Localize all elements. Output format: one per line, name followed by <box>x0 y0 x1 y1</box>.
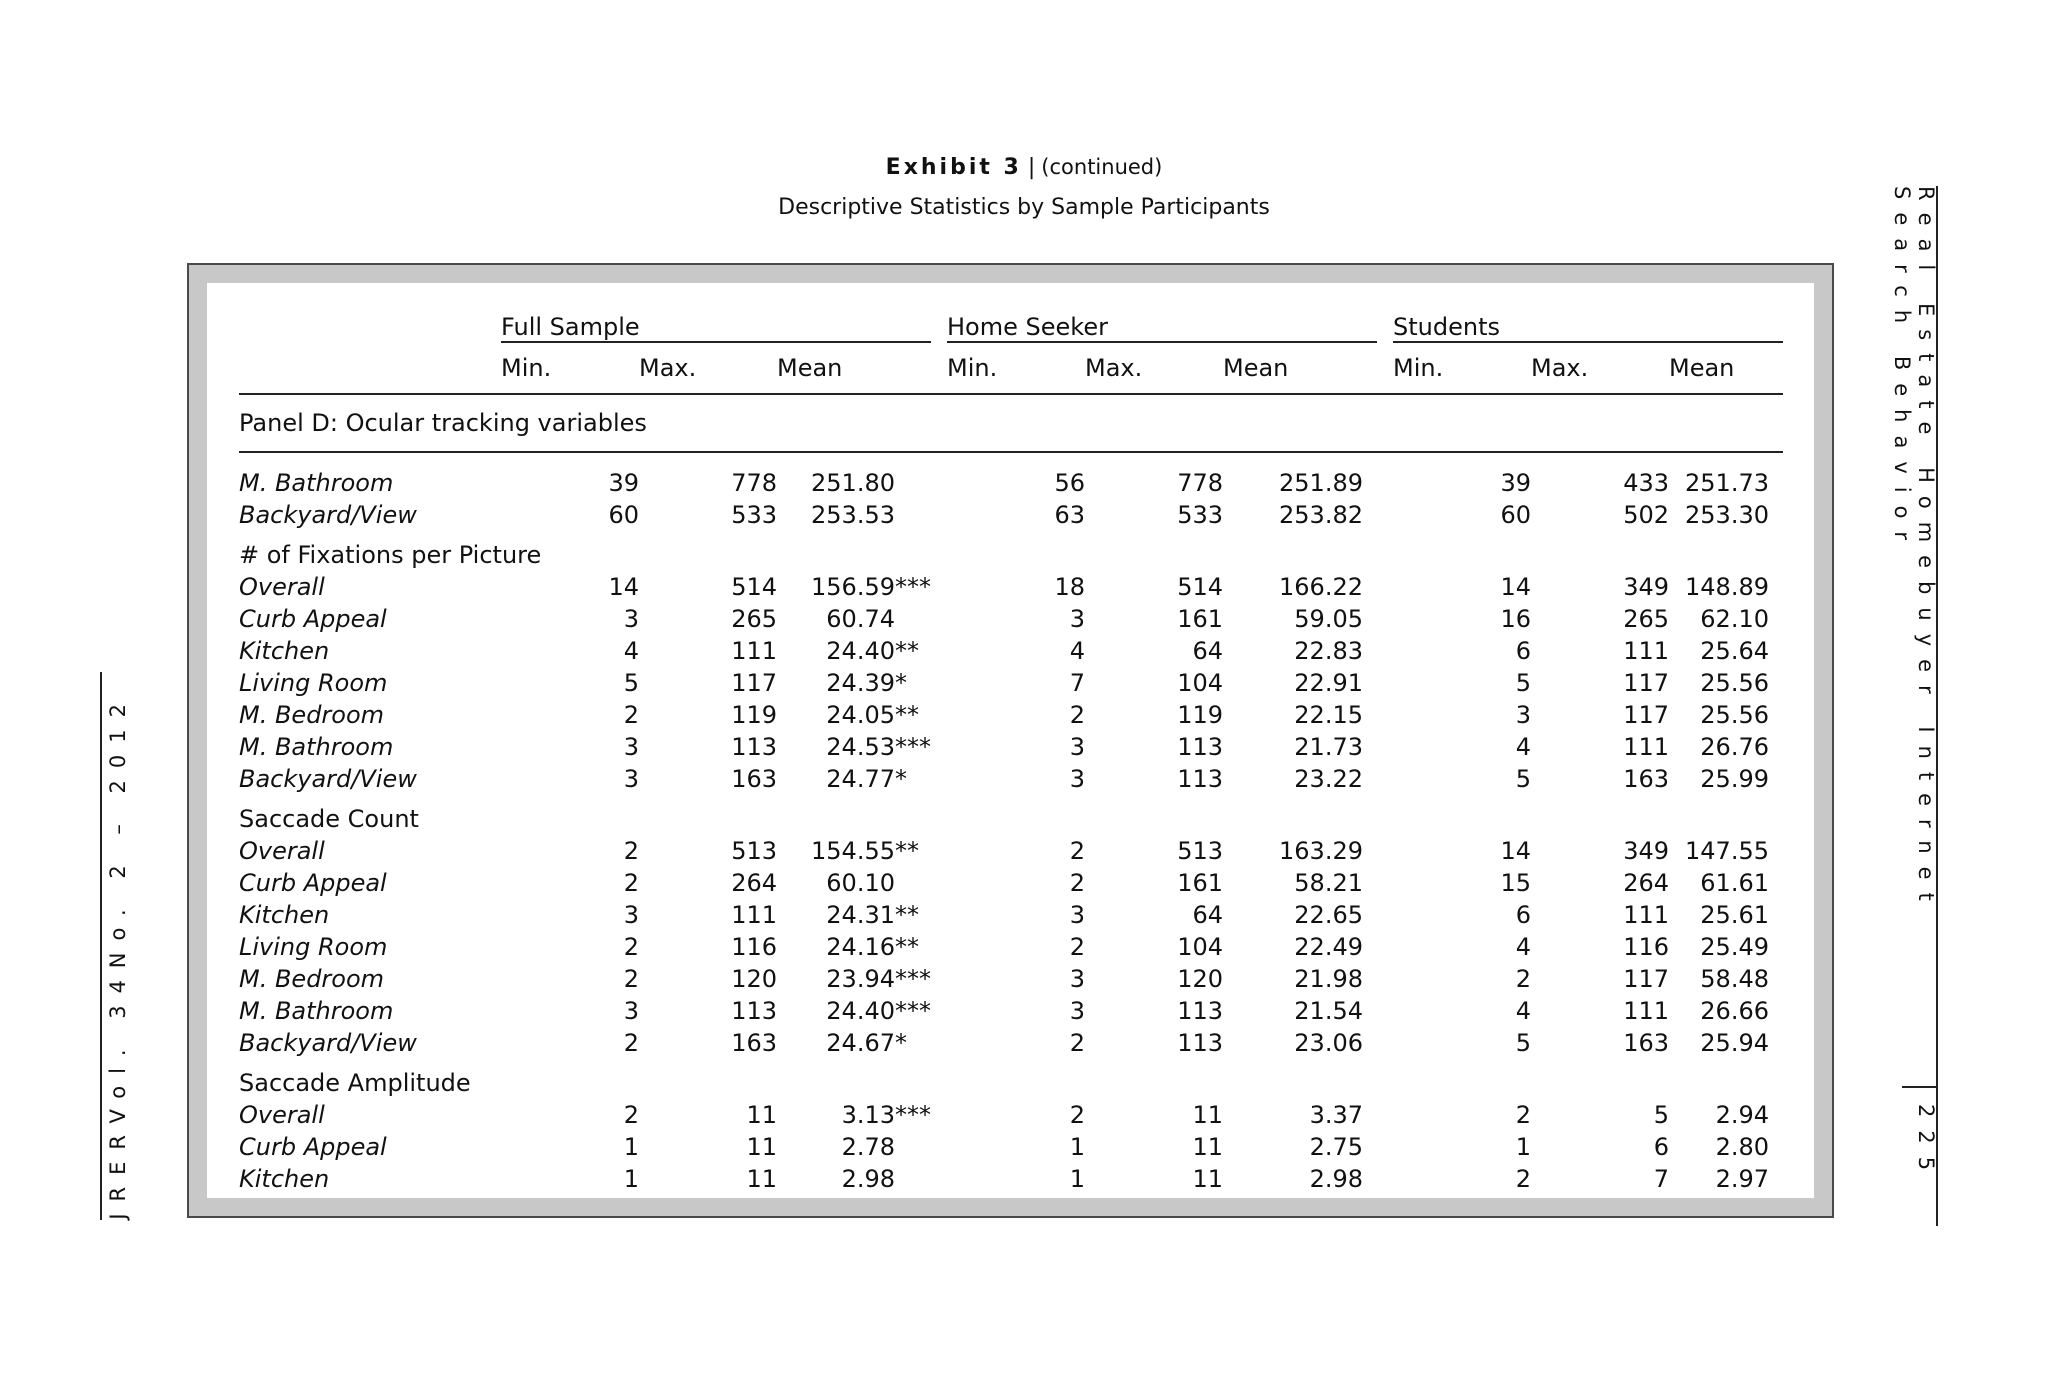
table-cell: 60 <box>608 501 639 529</box>
table-cell: 3 <box>623 605 639 633</box>
cell-value: 24.31 <box>826 901 895 929</box>
table-cell: 3 <box>1069 733 1085 761</box>
cell-value: 3.13 <box>841 1101 895 1129</box>
table-cell: 2 <box>623 933 639 961</box>
table-cell: 113 <box>1177 733 1223 761</box>
table-cell: 64 <box>1192 901 1223 929</box>
table-row <box>239 699 1783 731</box>
significance-marker: *** <box>895 997 931 1025</box>
table-cell: 23.06 <box>1294 1029 1363 1057</box>
table-cell: 502 <box>1623 501 1669 529</box>
col-mean: Mean <box>1223 342 1377 394</box>
table-row <box>239 1099 1783 1131</box>
table-cell <box>777 867 931 899</box>
cell-value: 24.39 <box>826 669 895 697</box>
stat-header-row <box>239 342 1783 394</box>
table-cell: 22.65 <box>1294 901 1363 929</box>
table-row <box>239 467 1783 499</box>
table-cell: 2 <box>1515 1101 1531 1129</box>
table-cell: 11 <box>1192 1101 1223 1129</box>
table-cell: 265 <box>731 605 777 633</box>
table-cell: 265 <box>1623 605 1669 633</box>
section-title: Saccade Amplitude <box>239 1069 471 1097</box>
row-label: Overall <box>239 837 325 865</box>
table-cell: 59.05 <box>1294 605 1363 633</box>
col-min: Min. <box>947 342 1085 394</box>
section-title: Saccade Count <box>239 805 419 833</box>
row-label: M. Bedroom <box>239 701 385 729</box>
table-cell: 2 <box>623 1101 639 1129</box>
cell-value: 253.53 <box>811 501 895 529</box>
table-row <box>239 835 1783 867</box>
table-cell: 18 <box>1054 573 1085 601</box>
significance-marker: *** <box>895 1101 931 1129</box>
table-cell: 117 <box>1623 669 1669 697</box>
table-cell: 16 <box>1500 605 1531 633</box>
stats-table <box>239 295 1783 1195</box>
section-header-row <box>239 795 1783 835</box>
significance-marker: ** <box>895 701 919 729</box>
table-cell: 119 <box>731 701 777 729</box>
table-cell: 5 <box>1515 1029 1531 1057</box>
table-cell: 163 <box>1623 1029 1669 1057</box>
table-cell: 1 <box>1069 1133 1085 1161</box>
journal-volume: Vol. 34 <box>106 967 130 1124</box>
table-cell: 161 <box>1177 605 1223 633</box>
table-cell: 21.73 <box>1294 733 1363 761</box>
exhibit-subtitle: Descriptive Statistics by Sample Participants <box>778 195 1270 220</box>
col-min: Min. <box>501 342 639 394</box>
table-cell: 113 <box>1177 765 1223 793</box>
table-cell <box>777 731 931 763</box>
row-label: Living Room <box>239 669 388 697</box>
table-cell: 778 <box>731 469 777 497</box>
section-title: # of Fixations per Picture <box>239 541 542 569</box>
row-label: Curb Appeal <box>239 869 387 897</box>
table-cell: 117 <box>1623 701 1669 729</box>
table-cell: 2 <box>1069 1029 1085 1057</box>
table-cell: 26.66 <box>1700 997 1769 1025</box>
col-max: Max. <box>1085 342 1223 394</box>
table-cell: 2 <box>623 837 639 865</box>
table-cell <box>777 835 931 867</box>
cell-value: 2.78 <box>841 1133 895 1161</box>
group-students: Students <box>1393 295 1783 342</box>
table-cell: 111 <box>1623 733 1669 761</box>
table-cell: 163 <box>731 1029 777 1057</box>
table-cell <box>777 1131 931 1163</box>
cell-value: 24.53 <box>826 733 895 761</box>
table-cell: 58.21 <box>1294 869 1363 897</box>
table-cell: 1 <box>1069 1165 1085 1193</box>
table-cell: 61.61 <box>1700 869 1769 897</box>
table-cell: 3 <box>1069 605 1085 633</box>
table-cell: 62.10 <box>1700 605 1769 633</box>
table-frame <box>187 263 1834 1218</box>
significance-marker: *** <box>895 573 931 601</box>
table-cell: 3 <box>623 997 639 1025</box>
row-label: Kitchen <box>239 637 330 665</box>
table-cell: 2 <box>623 965 639 993</box>
table-cell: 4 <box>1515 733 1531 761</box>
table-cell: 2 <box>1069 701 1085 729</box>
table-cell: 1 <box>623 1133 639 1161</box>
table-cell <box>777 699 931 731</box>
table-row <box>239 763 1783 795</box>
table-row <box>239 1163 1783 1195</box>
table-cell: 349 <box>1623 837 1669 865</box>
table-cell: 5 <box>623 669 639 697</box>
significance-marker: * <box>895 669 907 697</box>
row-label: Curb Appeal <box>239 1133 387 1161</box>
cell-value: 24.05 <box>826 701 895 729</box>
table-cell: 113 <box>731 733 777 761</box>
row-label: Kitchen <box>239 901 330 929</box>
table-cell: 14 <box>608 573 639 601</box>
row-label: M. Bathroom <box>239 997 394 1025</box>
table-cell: 56 <box>1054 469 1085 497</box>
exhibit-header <box>0 150 2048 225</box>
table-cell: 116 <box>1623 933 1669 961</box>
table-cell: 104 <box>1177 669 1223 697</box>
significance-marker: * <box>895 1029 907 1057</box>
table-cell: 2 <box>623 701 639 729</box>
table-cell: 253.30 <box>1685 501 1769 529</box>
table-row <box>239 731 1783 763</box>
table-cell: 22.83 <box>1294 637 1363 665</box>
table-cell: 513 <box>1177 837 1223 865</box>
table-cell <box>777 635 931 667</box>
table-cell <box>777 467 931 499</box>
table-cell <box>777 1163 931 1195</box>
table-cell: 22.15 <box>1294 701 1363 729</box>
title-divider: | <box>1027 155 1036 180</box>
table-cell: 3 <box>623 733 639 761</box>
table-cell: 21.54 <box>1294 997 1363 1025</box>
table-cell: 111 <box>1623 637 1669 665</box>
row-label: Overall <box>239 573 325 601</box>
col-max: Max. <box>1531 342 1669 394</box>
running-head-left <box>100 672 134 1220</box>
table-cell: 4 <box>1515 997 1531 1025</box>
significance-marker: * <box>895 765 907 793</box>
row-label: Kitchen <box>239 1165 330 1193</box>
table-cell: 7 <box>1069 669 1085 697</box>
table-cell: 513 <box>731 837 777 865</box>
table-cell: 4 <box>623 637 639 665</box>
panel-title: Panel D: Ocular tracking variables <box>239 394 1783 452</box>
table-cell: 21.98 <box>1294 965 1363 993</box>
table-cell: 64 <box>1192 637 1223 665</box>
table-cell: 433 <box>1623 469 1669 497</box>
significance-marker: *** <box>895 733 931 761</box>
table-cell: 1 <box>623 1165 639 1193</box>
table-row <box>239 1027 1783 1059</box>
table-cell: 63 <box>1054 501 1085 529</box>
cell-value: 24.16 <box>826 933 895 961</box>
table-cell: 2.94 <box>1715 1101 1769 1129</box>
table-cell <box>777 1099 931 1131</box>
table-cell: 163.29 <box>1279 837 1363 865</box>
table-cell: 11 <box>746 1165 777 1193</box>
table-row <box>239 667 1783 699</box>
table-body <box>239 394 1783 1195</box>
table-cell: 514 <box>1177 573 1223 601</box>
table-cell: 264 <box>731 869 777 897</box>
table-cell: 3 <box>1069 965 1085 993</box>
table-cell: 2 <box>1069 1101 1085 1129</box>
table-cell: 4 <box>1515 933 1531 961</box>
table-cell: 5 <box>1653 1101 1669 1129</box>
row-label: M. Bathroom <box>239 469 394 497</box>
table-cell: 264 <box>1623 869 1669 897</box>
col-mean: Mean <box>777 342 931 394</box>
cell-value: 60.10 <box>826 869 895 897</box>
table-cell: 3 <box>1069 765 1085 793</box>
table-cell: 2.97 <box>1715 1165 1769 1193</box>
journal-issue: No. 2 – 2012 <box>106 691 130 968</box>
cell-value: 2.98 <box>841 1165 895 1193</box>
group-header-row <box>239 295 1783 342</box>
table-cell: 148.89 <box>1685 573 1769 601</box>
table-cell: 120 <box>1177 965 1223 993</box>
table-cell: 3.37 <box>1309 1101 1363 1129</box>
table-cell: 11 <box>746 1133 777 1161</box>
significance-marker: *** <box>895 965 931 993</box>
table-cell: 15 <box>1500 869 1531 897</box>
table-cell: 2 <box>623 1029 639 1057</box>
table-row <box>239 499 1783 531</box>
table-row <box>239 1131 1783 1163</box>
table-cell: 117 <box>1623 965 1669 993</box>
table-row <box>239 899 1783 931</box>
section-header-row <box>239 531 1783 571</box>
table-cell: 251.73 <box>1685 469 1769 497</box>
table-cell: 2 <box>623 869 639 897</box>
table-cell: 253.82 <box>1279 501 1363 529</box>
table-cell: 11 <box>1192 1133 1223 1161</box>
table-cell <box>777 963 931 995</box>
table-cell: 26.76 <box>1700 733 1769 761</box>
cell-value: 60.74 <box>826 605 895 633</box>
col-mean: Mean <box>1669 342 1783 394</box>
table-row <box>239 603 1783 635</box>
section-header-row <box>239 1059 1783 1099</box>
cell-value: 24.77 <box>826 765 895 793</box>
table-cell: 111 <box>1623 901 1669 929</box>
table-row <box>239 635 1783 667</box>
table-row <box>239 571 1783 603</box>
table-cell: 2 <box>1069 837 1085 865</box>
table-cell: 111 <box>731 901 777 929</box>
group-full-sample: Full Sample <box>501 295 931 342</box>
table-cell: 778 <box>1177 469 1223 497</box>
table-cell: 6 <box>1515 901 1531 929</box>
cell-value: 24.40 <box>826 637 895 665</box>
table-cell: 111 <box>731 637 777 665</box>
table-cell: 2 <box>1515 965 1531 993</box>
table-cell <box>777 667 931 699</box>
significance-marker: ** <box>895 837 919 865</box>
table-cell: 14 <box>1500 837 1531 865</box>
table-cell: 3 <box>623 765 639 793</box>
table-cell <box>777 603 931 635</box>
col-max: Max. <box>639 342 777 394</box>
significance-marker: ** <box>895 933 919 961</box>
table-cell: 11 <box>746 1101 777 1129</box>
table-cell <box>777 1027 931 1059</box>
table-row <box>239 867 1783 899</box>
table-cell: 119 <box>1177 701 1223 729</box>
table-cell: 349 <box>1623 573 1669 601</box>
journal-name: JRER <box>106 1123 130 1220</box>
table-cell: 6 <box>1653 1133 1669 1161</box>
table-cell: 163 <box>731 765 777 793</box>
row-label: M. Bedroom <box>239 965 385 993</box>
table-cell: 533 <box>1177 501 1223 529</box>
table-cell <box>777 763 931 795</box>
table-row <box>239 963 1783 995</box>
table-cell <box>777 995 931 1027</box>
table-row <box>239 995 1783 1027</box>
stub-header <box>239 295 501 342</box>
table-cell: 514 <box>731 573 777 601</box>
table-cell: 1 <box>1515 1133 1531 1161</box>
table-cell: 4 <box>1069 637 1085 665</box>
table-cell: 117 <box>731 669 777 697</box>
table-cell: 3 <box>1069 901 1085 929</box>
row-label: Backyard/View <box>239 1029 417 1057</box>
page-number: 225 <box>1902 1086 1938 1226</box>
cell-value: 154.55 <box>811 837 895 865</box>
table-cell: 25.94 <box>1700 1029 1769 1057</box>
table-cell: 25.49 <box>1700 933 1769 961</box>
table-cell: 5 <box>1515 669 1531 697</box>
cell-value: 24.40 <box>826 997 895 1025</box>
exhibit-title-line <box>0 150 2048 185</box>
table-cell: 3 <box>623 901 639 929</box>
table-cell: 7 <box>1653 1165 1669 1193</box>
running-title: Real Estate Homebuyer Internet Search Behavior <box>1890 186 1938 914</box>
cell-value: 23.94 <box>826 965 895 993</box>
table-panel <box>207 283 1814 1198</box>
table-cell: 533 <box>731 501 777 529</box>
continued-note: (continued) <box>1041 155 1163 179</box>
table-cell: 39 <box>1500 469 1531 497</box>
significance-marker: ** <box>895 901 919 929</box>
table-cell: 3 <box>1069 997 1085 1025</box>
table-cell: 113 <box>1177 1029 1223 1057</box>
table-cell: 163 <box>1623 765 1669 793</box>
table-cell: 11 <box>1192 1165 1223 1193</box>
table-cell: 2 <box>1069 869 1085 897</box>
group-home-seeker: Home Seeker <box>947 295 1377 342</box>
table-cell: 22.49 <box>1294 933 1363 961</box>
table-cell: 161 <box>1177 869 1223 897</box>
table-cell: 22.91 <box>1294 669 1363 697</box>
row-label: Backyard/View <box>239 501 417 529</box>
table-cell: 116 <box>731 933 777 961</box>
panel-row <box>239 394 1783 452</box>
table-cell: 25.56 <box>1700 669 1769 697</box>
table-cell: 25.56 <box>1700 701 1769 729</box>
table-cell: 104 <box>1177 933 1223 961</box>
row-label: M. Bathroom <box>239 733 394 761</box>
table-cell: 120 <box>731 965 777 993</box>
table-cell: 25.61 <box>1700 901 1769 929</box>
table-cell: 2.80 <box>1715 1133 1769 1161</box>
table-cell <box>777 899 931 931</box>
table-cell: 2 <box>1515 1165 1531 1193</box>
table-cell: 3 <box>1515 701 1531 729</box>
cell-value: 156.59 <box>811 573 895 601</box>
table-cell <box>777 499 931 531</box>
table-cell: 166.22 <box>1279 573 1363 601</box>
table-cell: 251.89 <box>1279 469 1363 497</box>
cell-value: 251.80 <box>811 469 895 497</box>
row-label: Living Room <box>239 933 388 961</box>
table-cell: 14 <box>1500 573 1531 601</box>
table-cell: 113 <box>1177 997 1223 1025</box>
row-label: Curb Appeal <box>239 605 387 633</box>
table-cell: 6 <box>1515 637 1531 665</box>
table-cell: 111 <box>1623 997 1669 1025</box>
exhibit-label: Exhibit 3 <box>885 155 1022 180</box>
significance-marker: ** <box>895 637 919 665</box>
table-cell: 39 <box>608 469 639 497</box>
table-cell <box>777 931 931 963</box>
table-cell: 25.64 <box>1700 637 1769 665</box>
table-cell: 23.22 <box>1294 765 1363 793</box>
table-cell: 58.48 <box>1700 965 1769 993</box>
running-head-right <box>1890 186 1938 1226</box>
table-cell: 5 <box>1515 765 1531 793</box>
table-cell: 2.98 <box>1309 1165 1363 1193</box>
table-cell <box>777 571 931 603</box>
table-cell: 60 <box>1500 501 1531 529</box>
row-label: Backyard/View <box>239 765 417 793</box>
table-cell: 147.55 <box>1685 837 1769 865</box>
table-cell: 2.75 <box>1309 1133 1363 1161</box>
row-label: Overall <box>239 1101 325 1129</box>
table-cell: 113 <box>731 997 777 1025</box>
table-row <box>239 931 1783 963</box>
table-cell: 25.99 <box>1700 765 1769 793</box>
table-cell: 2 <box>1069 933 1085 961</box>
cell-value: 24.67 <box>826 1029 895 1057</box>
col-min: Min. <box>1393 342 1531 394</box>
